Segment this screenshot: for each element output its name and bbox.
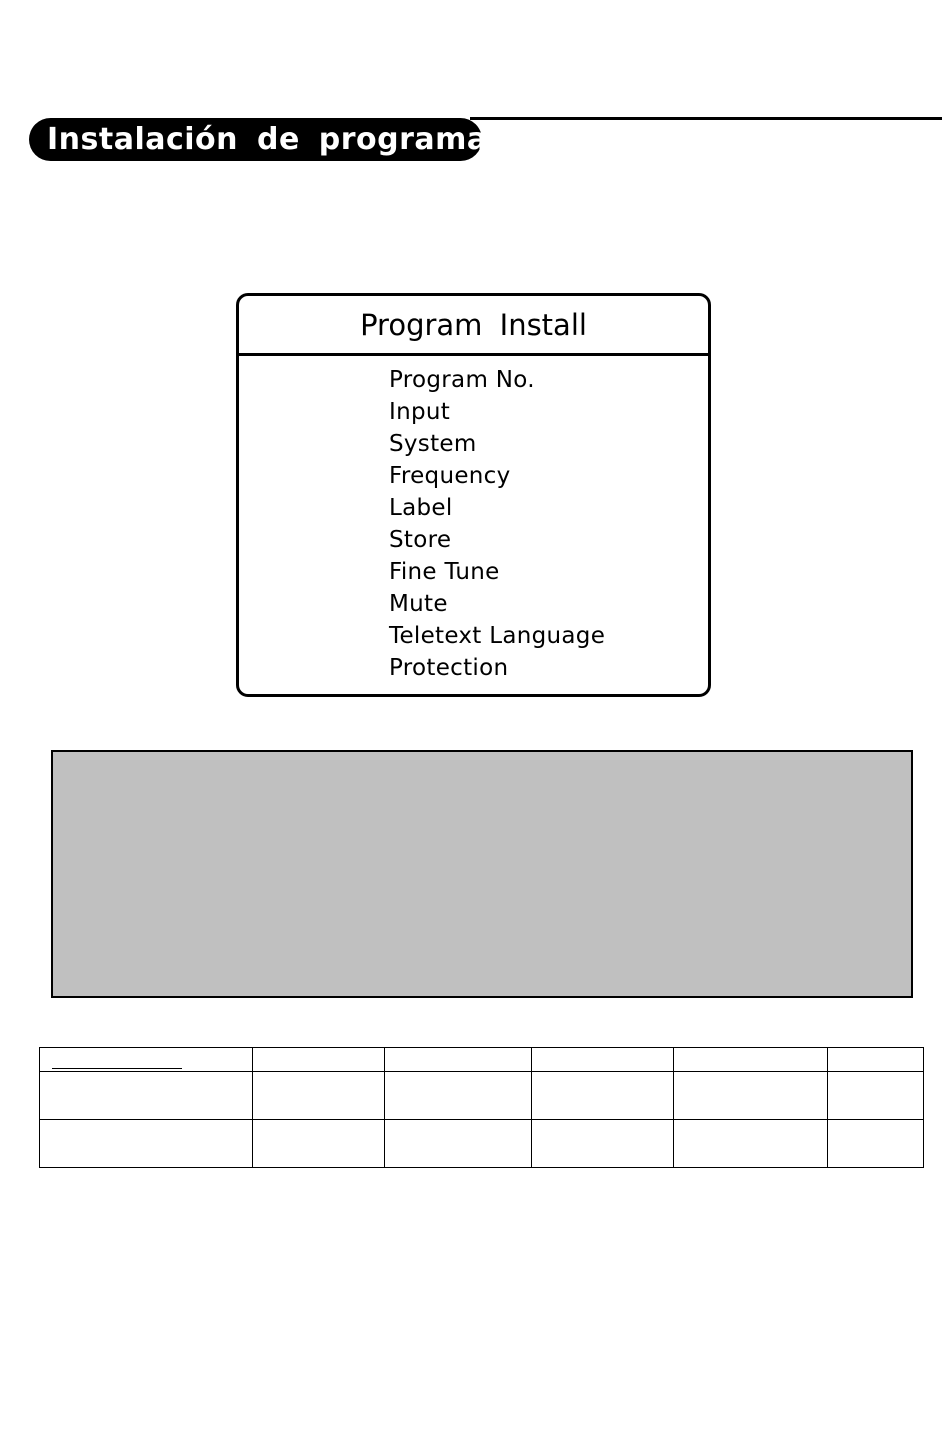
table-row: [40, 1120, 924, 1168]
table-header-cell: [384, 1048, 531, 1072]
menu-item-fine-tune[interactable]: Fine Tune: [389, 559, 500, 585]
table-cell: [828, 1072, 924, 1120]
menu-item-frequency[interactable]: Frequency: [389, 463, 511, 489]
menu-title: Program Install: [239, 296, 708, 356]
table-cell: [828, 1120, 924, 1168]
menu-list: [389, 364, 605, 684]
table-header-cell: [252, 1048, 384, 1072]
section-title-badge: [29, 118, 506, 161]
table-header-cell: [40, 1048, 253, 1072]
menu-item-store[interactable]: Store: [389, 527, 452, 553]
menu-item-label[interactable]: Label: [389, 495, 453, 521]
program-install-menu: [236, 293, 711, 697]
menu-item-mute[interactable]: Mute: [389, 591, 448, 617]
note-panel: [51, 750, 913, 998]
header-rule: [470, 117, 942, 120]
table-cell: [40, 1072, 253, 1120]
menu-item-teletext-language[interactable]: Teletext Language: [389, 623, 606, 649]
menu-item-input[interactable]: Input: [389, 399, 451, 425]
table-cell: [252, 1120, 384, 1168]
table-header-row: [40, 1048, 924, 1072]
menu-item-protection[interactable]: Protection: [389, 655, 509, 681]
menu-item-system[interactable]: System: [389, 431, 477, 457]
table-cell: [531, 1072, 674, 1120]
table-cell: [674, 1120, 828, 1168]
section-title: Instalación de programas: [47, 122, 506, 157]
table-header-cell: [674, 1048, 828, 1072]
header-underline: [52, 1068, 182, 1069]
table-header-cell: [828, 1048, 924, 1072]
table-row: [40, 1072, 924, 1120]
spec-table: [39, 1047, 924, 1168]
table-cell: [674, 1072, 828, 1120]
table-header-cell: [531, 1048, 674, 1072]
table-cell: [40, 1120, 253, 1168]
table-cell: [384, 1072, 531, 1120]
table-cell: [531, 1120, 674, 1168]
table-cell: [252, 1072, 384, 1120]
menu-item-program-no[interactable]: Program No.: [389, 367, 535, 393]
table-cell: [384, 1120, 531, 1168]
